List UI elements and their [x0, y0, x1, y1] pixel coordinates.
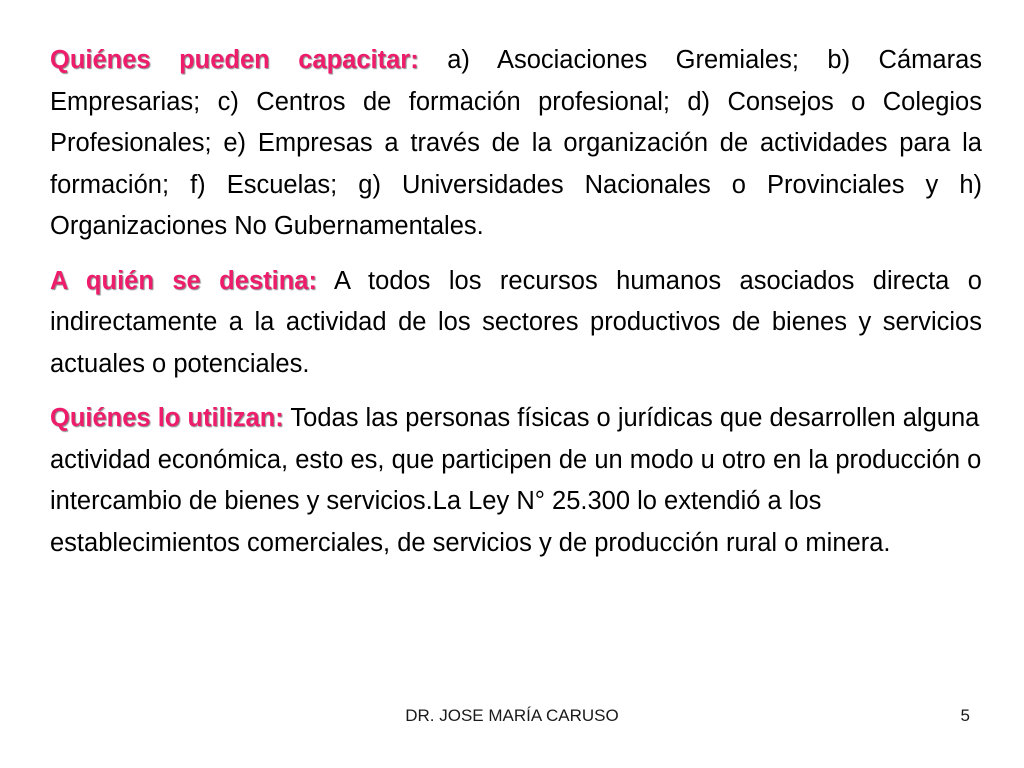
paragraph-a-quien-se-destina [50, 261, 982, 386]
paragraph-text: A todos los recursos humanos asociados directa o indirectamente a la actividad de los sectores productivos de bienes y servicios actuales o potenciales. [50, 266, 982, 378]
paragraph-label: Quiénes pueden capacitar: [50, 46, 419, 74]
paragraph-quienes-pueden-capacitar [50, 40, 982, 248]
paragraph-label: A quién se destina: [50, 266, 317, 295]
paragraph-label: Quiénes lo utilizan: [50, 404, 284, 432]
slide-body [50, 40, 982, 577]
paragraph-text: a) Asociaciones Gremiales; b) Cámaras Empresarias; c) Centros de formación profesional; d) Consejos o Colegios Profesionales; e) Empresas a través de la organización de actividades para la formación; f) Escuelas; g) Universidades Nacionales o Provinciales y h) Organizaciones No Gubernamentales. [50, 46, 982, 240]
paragraph-text: Todas las personas físicas o jurídicas que desarrollen alguna actividad económica, esto es, que participen de un modo u otro en la producción o intercambio de bienes y servicios.La Ley N° 25.300 lo extendió a los establecimientos comerciales, de servicios y de producción rural o minera. [50, 404, 982, 557]
footer-author: DR. JOSE MARÍA CARUSO [405, 706, 619, 725]
paragraph-quienes-lo-utilizan [50, 398, 982, 564]
page-number: 5 [960, 706, 970, 725]
